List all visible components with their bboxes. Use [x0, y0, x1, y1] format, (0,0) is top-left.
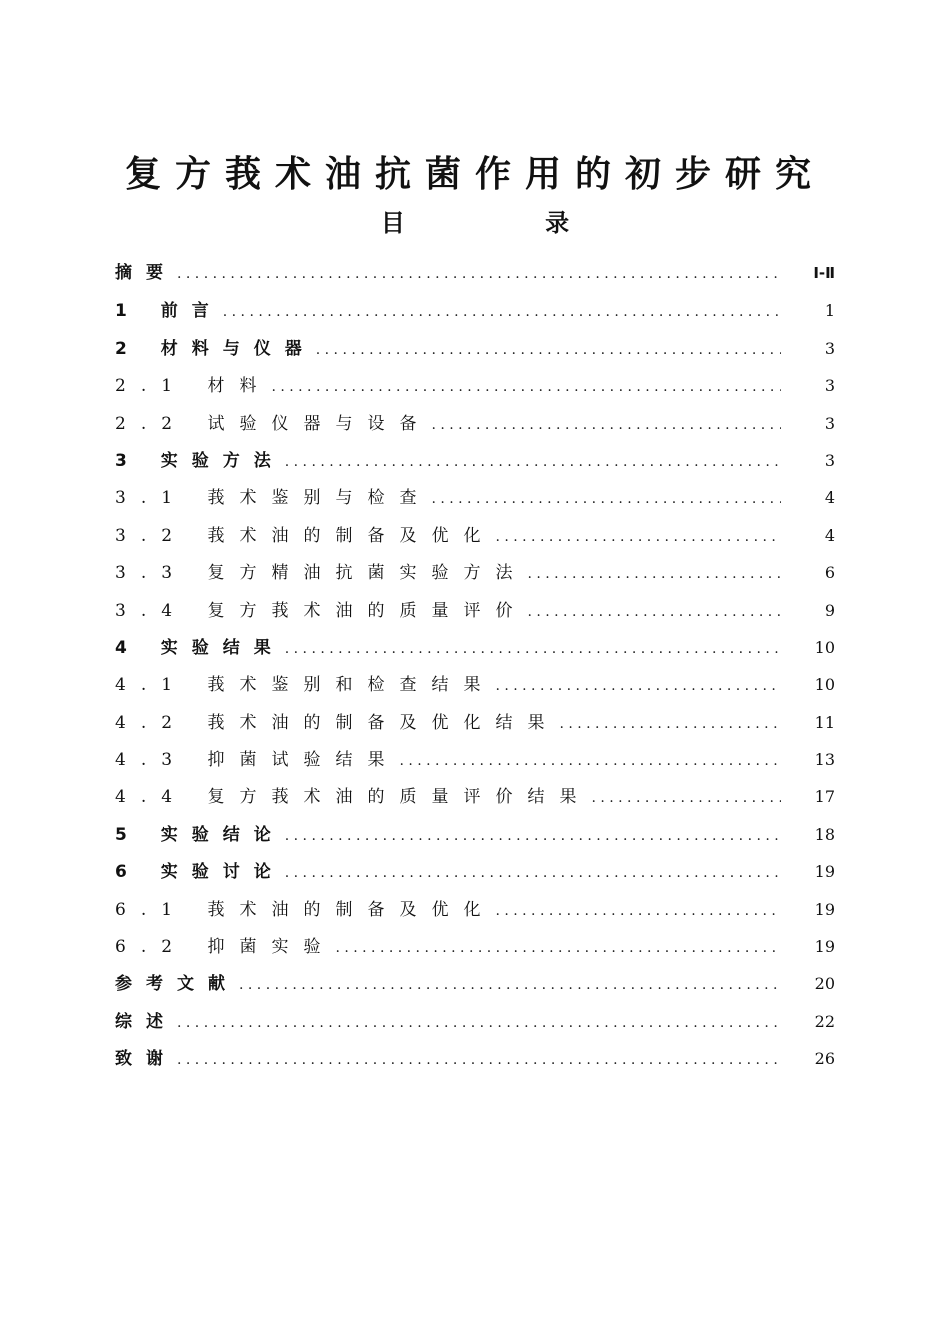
toc-dot-leader	[285, 444, 781, 479]
toc-entry[interactable]	[115, 891, 835, 928]
toc-entry-label: 摘要	[115, 263, 177, 283]
toc-dot-leader	[559, 706, 781, 741]
toc-entry-page: 1	[824, 301, 835, 321]
toc-entry-label: 1 前言	[115, 301, 223, 322]
document-title: 复方莪术油抗菌作用的初步研究	[124, 154, 825, 195]
toc-entry-label: 3.4 复方莪术油的质量评价	[115, 600, 528, 621]
toc-entry-page: 19	[814, 899, 835, 919]
toc-dot-leader	[316, 332, 781, 367]
toc-entry-label: 4.1 莪术鉴别和检查结果	[115, 675, 496, 696]
toc-dot-leader	[431, 481, 781, 516]
toc-entry-page: 9	[824, 600, 835, 620]
toc-entry[interactable]	[115, 704, 835, 741]
toc-dot-leader	[495, 519, 781, 554]
toc-entry[interactable]	[115, 405, 835, 442]
toc-entry-label: 4 实验结果	[115, 637, 285, 658]
toc-entry[interactable]	[115, 592, 835, 629]
toc-entry-label: 4.2 莪术油的制备及优化结果	[115, 712, 560, 733]
toc-dot-leader	[591, 780, 781, 815]
toc-dot-leader	[285, 818, 781, 853]
toc-dot-leader	[285, 631, 781, 666]
toc-entry-label: 4.3 抑菌试验结果	[115, 750, 400, 771]
toc-entry-page: 13	[814, 750, 835, 770]
toc-entry[interactable]	[115, 629, 835, 666]
toc-dot-leader	[431, 407, 781, 442]
toc-dot-leader	[527, 556, 781, 591]
toc-heading: 目 录	[380, 209, 636, 237]
toc-entry[interactable]	[115, 517, 835, 554]
toc-entry[interactable]	[115, 1040, 835, 1077]
toc-entry[interactable]	[115, 1003, 835, 1040]
toc-entry[interactable]	[115, 666, 835, 703]
toc-entry-page: 19	[814, 862, 835, 882]
toc-entry-label: 3.1 莪术鉴别与检查	[115, 488, 432, 509]
toc-entry[interactable]	[115, 778, 835, 815]
toc-dot-leader	[495, 893, 781, 928]
toc-entry[interactable]	[115, 367, 835, 404]
toc-entry-page: 4	[824, 525, 835, 545]
toc-entry-page: 3	[824, 376, 835, 396]
toc-entry-label: 5 实验结论	[115, 824, 285, 845]
toc-entry-label: 4.4 复方莪术油的质量评价结果	[115, 787, 592, 808]
toc-entry[interactable]	[115, 255, 835, 292]
toc-entry-page: 3	[824, 413, 835, 433]
toc-entry-label: 6 实验讨论	[115, 862, 285, 883]
toc-entry-label: 2.2 试验仪器与设备	[115, 413, 432, 434]
toc-dot-leader	[335, 930, 781, 965]
toc-entry-page: Ⅰ-Ⅱ	[813, 264, 835, 282]
toc-entry-page: 11	[814, 712, 835, 732]
toc-entry-page: 17	[814, 787, 835, 807]
toc-entry-label: 3.2 莪术油的制备及优化	[115, 525, 496, 546]
toc-entry-page: 20	[814, 974, 835, 994]
toc-dot-leader	[495, 668, 781, 703]
toc-entry-label: 6.1 莪术油的制备及优化	[115, 899, 496, 920]
toc-entry-page: 6	[824, 563, 835, 583]
toc-entry[interactable]	[115, 741, 835, 778]
toc-entry-page: 10	[814, 675, 835, 695]
toc-entry[interactable]	[115, 853, 835, 890]
toc-entry-page: 22	[814, 1011, 835, 1031]
toc-entry-page: 3	[824, 450, 835, 470]
toc-dot-leader	[177, 1005, 781, 1040]
toc-entry[interactable]	[115, 479, 835, 516]
table-of-contents	[115, 255, 835, 1078]
toc-dot-leader	[177, 1042, 781, 1077]
toc-entry-label: 6.2 抑菌实验	[115, 937, 336, 958]
toc-entry-label: 2.1 材料	[115, 376, 272, 397]
toc-dot-leader	[177, 256, 781, 292]
toc-dot-leader	[271, 369, 781, 404]
toc-entry-label: 致谢	[115, 1049, 177, 1070]
toc-entry-page: 4	[824, 488, 835, 508]
toc-entry[interactable]	[115, 554, 835, 591]
toc-entry-page: 3	[824, 338, 835, 358]
toc-dot-leader	[399, 743, 781, 778]
toc-entry-page: 18	[814, 824, 835, 844]
toc-dot-leader	[223, 294, 781, 329]
toc-entry[interactable]	[115, 816, 835, 853]
toc-entry[interactable]	[115, 330, 835, 367]
toc-entry-label: 3.3 复方精油抗菌实验方法	[115, 563, 528, 584]
toc-dot-leader	[285, 855, 781, 890]
toc-entry-label: 3 实验方法	[115, 450, 285, 471]
toc-dot-leader	[239, 967, 781, 1002]
toc-entry-page: 26	[814, 1049, 835, 1069]
toc-entry-page: 19	[814, 937, 835, 957]
toc-entry-label: 参考文献	[115, 974, 239, 995]
toc-entry[interactable]	[115, 292, 835, 329]
toc-entry-label: 2 材料与仪器	[115, 338, 316, 359]
toc-entry-page: 10	[814, 637, 835, 657]
toc-entry[interactable]	[115, 928, 835, 965]
toc-dot-leader	[527, 594, 781, 629]
toc-entry[interactable]	[115, 442, 835, 479]
toc-entry[interactable]	[115, 965, 835, 1002]
toc-entry-label: 综述	[115, 1011, 177, 1032]
